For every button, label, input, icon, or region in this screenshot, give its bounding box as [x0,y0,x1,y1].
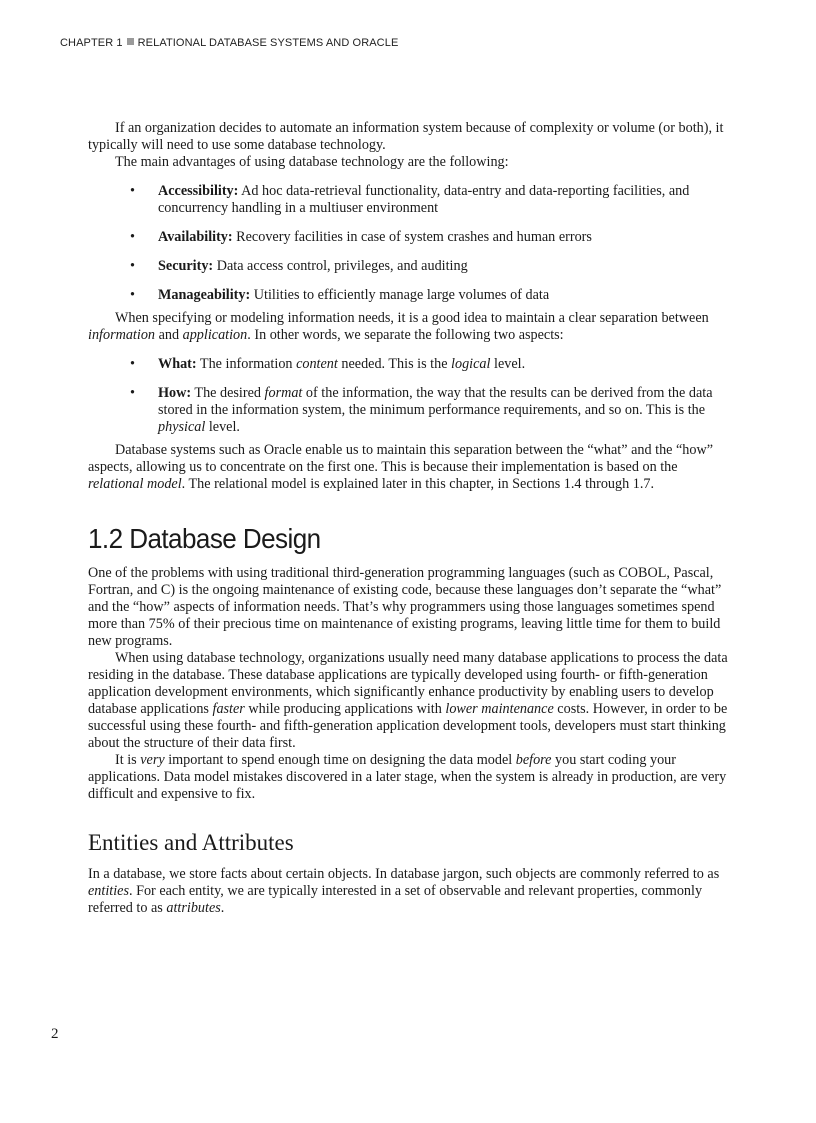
page-number: 2 [51,1026,59,1042]
text-run: costs. However, in order to be successful using these fourth- and fifth-generation application development tools, developers must start thinking about the structure of their data first. [88,701,728,751]
advantage-term: Availability: [158,229,233,245]
list-item-how [158,385,732,436]
text-run: of the information, the way that the results can be derived from the data stored in the information system, the minimum performance requirements, and so on. This is the [158,385,713,418]
text-run: . In other words, we separate the following two aspects: [247,327,564,343]
emphasis: physical [158,419,206,435]
advantage-term: Security: [158,258,214,274]
list-item [158,287,732,304]
advantages-list [88,183,732,304]
separation-paragraph [88,310,732,344]
section-paragraph-2 [88,650,732,752]
emphasis: entities [88,883,129,899]
oracle-paragraph [88,442,732,493]
advantage-text: Utilities to efficiently manage large volumes of data [250,287,550,303]
intro-paragraph: If an organization decides to automate an information system because of complexity or volume (or both), it typically will need to use some database technology. [88,120,724,153]
text-run: Database systems such as Oracle enable us to maintain this separation between the “what” and the “how” aspects, allowing us to concentrate on the first one. This is because their implementation is based on the [88,442,714,475]
aspect-term: How: [158,385,192,401]
list-item [158,229,732,246]
text-run: It is [115,752,141,768]
emphasis: content [296,356,338,372]
aspect-term: What: [158,356,197,372]
advantage-term: Manageability: [158,287,251,303]
square-separator-icon [127,38,134,45]
text-run: level. [490,356,526,372]
text-run: level. [205,419,240,435]
advantage-term: Accessibility: [158,183,239,199]
advantage-text: Ad hoc data-retrieval functionality, data-entry and data-reporting facilities, and concurrency handling in a multiuser environment [158,183,690,216]
section-paragraph-1: One of the problems with using traditional third-generation programming languages (such as COBOL, Pascal, Fortran, and C) is the ongoing maintenance of existing code, because these languages don’t separate the “what” and the “how” aspects of information needs. That’s why programmers using those languages sometimes spend more than 75% of their precious time on maintenance of existing programs, leaving little time for them to build new programs. [88,565,722,649]
text-run: . For each entity, we are typically interested in a set of observable and relevant properties, commonly referred to as [88,883,703,916]
emphasis: information [88,327,156,343]
emphasis: lower maintenance [445,701,554,717]
text-run: . The relational model is explained later in this chapter, in Sections 1.4 through 1.7. [181,476,655,492]
text-run: The desired [191,385,265,401]
advantage-text: Data access control, privileges, and auditing [213,258,468,274]
emphasis: attributes [166,900,221,916]
text-run: In a database, we store facts about certain objects. In database jargon, such objects are commonly referred to as [88,866,720,882]
emphasis: relational model [88,476,182,492]
list-item-what [158,356,732,373]
emphasis: faster [212,701,245,717]
emphasis: very [140,752,165,768]
advantage-text: Recovery facilities in case of system crashes and human errors [232,229,592,245]
text-run: The information [196,356,297,372]
text-run: When using database technology, organizations usually need many database applications to process the data residing in the database. These database applications are typically developed using fourth- or fifth-generation application development environments, which significantly enhance productivity by enabling users to develop database applications [88,650,728,717]
section-heading: 1.2 Database Design [88,523,321,554]
text-run: important to spend enough time on designing the data model [164,752,516,768]
section-paragraph-3 [88,752,732,803]
subsection-paragraph [88,866,732,917]
chapter-title: RELATIONAL DATABASE SYSTEMS AND ORACLE [137,37,399,49]
emphasis: application [182,327,248,343]
text-run: and [155,327,183,343]
aspects-list [88,356,732,436]
emphasis: format [264,385,303,401]
text-run: . [220,900,225,916]
list-item [158,183,732,217]
text-run: When specifying or modeling information needs, it is a good idea to maintain a clear separation between [115,310,709,326]
text-run: needed. This is the [337,356,452,372]
running-head [60,37,398,49]
emphasis: before [515,752,552,768]
page-body [88,120,732,917]
text-run: you start coding your applications. Data model mistakes discovered in a later stage, when the system is already in production, are very difficult and expensive to fix. [88,752,727,802]
subsection-heading: Entities and Attributes [88,830,294,855]
emphasis: logical [451,356,491,372]
text-run: while producing applications with [244,701,446,717]
chapter-label: CHAPTER 1 [60,37,123,49]
list-item [158,258,732,275]
advantages-intro: The main advantages of using database technology are the following: [115,154,509,170]
